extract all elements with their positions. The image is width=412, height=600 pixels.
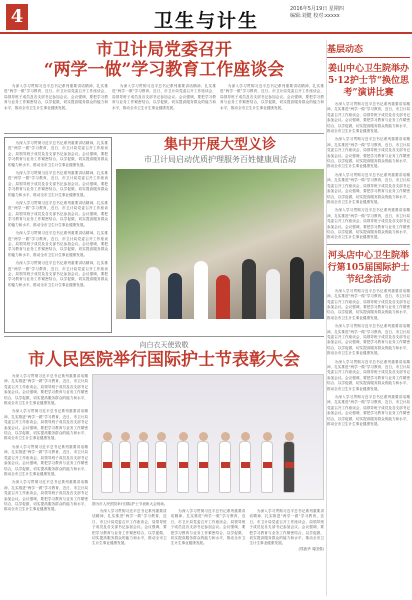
article3-body-col: 为深入学习贯彻习近平总书记系列重要讲话精神，扎实推进“两学一做”学习教育，近日，市卫计局党委召开工作座谈会，局领导班子成员及各支部书记参加会议。会议强调，要把学习教育与业务工作紧密结合，以学促做，切实提高服务群众的能力和水平，推动全市卫生计生事业健康发展。 [4,409,88,441]
article-party-meeting [4,40,324,130]
article-free-clinic [4,137,324,333]
article3-kicker: 向白衣天使致敬 [139,341,189,349]
article3-body-col: 为深入学习贯彻习近平总书记系列重要讲话精神，扎实推进“两学一做”学习教育，近日，市卫计局党委召开工作座谈会，局领导班子成员及各支部书记参加会议。会议强调，要把学习教育与业务工作紧密结合，以学促做，切实提高服务群众的能力和水平，推动全市卫生计生事业健康发展。 [4,444,88,476]
article1-body-col: 为深入学习贯彻习近平总书记系列重要讲话精神，扎实推进“两学一做”学习教育，近日，市卫计局党委召开工作座谈会，局领导班子成员及各支部书记参加会议。会议强调，要把学习教育与业务工作紧密结合，以学促做，切实提高服务群众的能力和水平，推动全市卫生计生事业健康发展。 [220,84,324,110]
article3-body-col: 为深入学习贯彻习近平总书记系列重要讲话精神，扎实推进“两学一做”学习教育，近日，市卫计局党委召开工作座谈会，局领导班子成员及各支部书记参加会议。会议强调，要把学习教育与业务工作紧密结合，以学促做，切实提高服务群众的能力和水平，推动全市卫生计生事业健康发展。 [4,374,88,406]
article3-body-col: 为深入学习贯彻习近平总书记系列重要讲话精神，扎实推进“两学一做”学习教育，近日，市卫计局党委召开工作座谈会，局领导班子成员及各支部书记参加会议。会议强调，要把学习教育与业务工作紧密结合，以学促做，切实提高服务群众的能力和水平，推动全市卫生计生事业健康发展。 [249,509,324,546]
article2-body-col: 为深入学习贯彻习近平总书记系列重要讲话精神，扎实推进“两学一做”学习教育，近日，市卫计局党委召开工作座谈会，局领导班子成员及各支部书记参加会议。会议强调，要把学习教育与业务工作紧密结合，以学促做，切实提高服务群众的能力和水平，推动全市卫生计生事业健康发展。 [8,201,108,227]
sidebar-story1-body: 为深入学习贯彻习近平总书记系列重要讲话精神，扎实推进“两学一做”学习教育，近日，市卫计局党委召开工作座谈会，局领导班子成员及各支部书记参加会议。会议强调，要把学习教育与业务工作紧密结合，以学促做，切实提高服务群众的能力和水平，推动全市卫生计生事业健康发展。 [327,102,410,134]
article1-title-line1: 市卫计局党委召开 [96,40,232,60]
sidebar-story1-body: 为深入学习贯彻习近平总书记系列重要讲话精神，扎实推进“两学一做”学习教育，近日，市卫计局党委召开工作座谈会，局领导班子成员及各支部书记参加会议。会议强调，要把学习教育与业务工作紧密结合，以学促做，切实提高服务群众的能力和水平，推动全市卫生计生事业健康发展。 [327,137,410,169]
page-number: 4 [6,4,28,30]
sidebar-story2-body: 为深入学习贯彻习近平总书记系列重要讲话精神，扎实推进“两学一做”学习教育，近日，市卫计局党委召开工作座谈会，局领导班子成员及各支部书记参加会议。会议强调，要把学习教育与业务工作紧密结合，以学促做，切实提高服务群众的能力和水平，推动全市卫生计生事业健康发展。 [327,324,410,356]
sidebar-story2-title: 河头店中心卫生院举行第105届国际护士节纪念活动 [327,250,410,285]
sidebar [326,40,410,596]
article-nurses-day [4,340,324,594]
section-title: 卫生与计生 [154,10,260,32]
article1-title-line2: “两学一做”学习教育工作座谈会 [43,60,285,80]
sidebar-story2-body: 为深入学习贯彻习近平总书记系列重要讲话精神，扎实推进“两学一做”学习教育，近日，市卫计局党委召开工作座谈会，局领导班子成员及各支部书记参加会议。会议强调，要把学习教育与业务工作紧密结合，以学促做，切实提高服务群众的能力和水平，推动全市卫生计生事业健康发展。 [327,359,410,391]
article3-body-col: 为深入学习贯彻习近平总书记系列重要讲话精神，扎实推进“两学一做”学习教育，近日，市卫计局党委召开工作座谈会，局领导班子成员及各支部书记参加会议。会议强调，要把学习教育与业务工作紧密结合，以学促做，切实提高服务群众的能力和水平，推动全市卫生计生事业健康发展。 [92,509,167,546]
article2-body-col: 为深入学习贯彻习近平总书记系列重要讲话精神，扎实推进“两学一做”学习教育，近日，市卫计局党委召开工作座谈会，局领导班子成员及各支部书记参加会议。会议强调，要把学习教育与业务工作紧密结合，以学促做，切实提高服务群众的能力和水平，推动全市卫生计生事业健康发展。 [8,141,108,167]
article3-title: 市人民医院举行国际护士节表彰大会 [28,350,300,370]
article2-body-col: 为深入学习贯彻习近平总书记系列重要讲话精神，扎实推进“两学一做”学习教育，近日，市卫计局党委召开工作座谈会，局领导班子成员及各支部书记参加会议。会议强调，要把学习教育与业务工作紧密结合，以学促做，切实提高服务群众的能力和水平，推动全市卫生计生事业健康发展。 [8,171,108,197]
article2-title: 集中开展大型义诊 [164,137,276,153]
article3-body-col: 为深入学习贯彻习近平总书记系列重要讲话精神，扎实推进“两学一做”学习教育，近日，市卫计局党委召开工作座谈会，局领导班子成员及各支部书记参加会议。会议强调，要把学习教育与业务工作紧密结合，以学促做，切实提高服务群众的能力和水平，推动全市卫生计生事业健康发展。 [4,480,88,512]
sidebar-story2-body: 为深入学习贯彻习近平总书记系列重要讲话精神，扎实推进“两学一做”学习教育，近日，市卫计局党委召开工作座谈会，局领导班子成员及各支部书记参加会议。会议强调，要把学习教育与业务工作紧密结合，以学促做，切实提高服务群众的能力和水平，推动全市卫生计生事业健康发展。 [327,395,410,427]
article3-body-col: 为深入学习贯彻习近平总书记系列重要讲话精神，扎实推进“两学一做”学习教育，近日，市卫计局党委召开工作座谈会，局领导班子成员及各支部书记参加会议。会议强调，要把学习教育与业务工作紧密结合，以学促做，切实提高服务群众的能力和水平，推动全市卫生计生事业健康发展。 [170,509,246,546]
sidebar-story1-body: 为深入学习贯彻习近平总书记系列重要讲话精神，扎实推进“两学一做”学习教育，近日，市卫计局党委召开工作座谈会，局领导班子成员及各支部书记参加会议。会议强调，要把学习教育与业务工作紧密结合，以学促做，切实提高服务群众的能力和水平，推动全市卫生计生事业健康发展。 [327,172,410,204]
photo-caption: 图为市人民医院举行国际护士节表彰大会现场。 [92,502,168,506]
masthead [0,0,412,34]
article1-body-col: 为深入学习贯彻习近平总书记系列重要讲话精神，扎实推进“两学一做”学习教育，近日，市卫计局党委召开工作座谈会，局领导班子成员及各支部书记参加会议。会议强调，要把学习教育与业务工作紧密结合，以学促做，切实提高服务群众的能力和水平，推动全市卫生计生事业健康发展。 [112,84,216,110]
article2-subtitle: 市卫计局启动优质护理服务百姓健康周活动 [144,155,296,164]
main-column [4,40,324,596]
article2-body-col: 为深入学习贯彻习近平总书记系列重要讲话精神，扎实推进“两学一做”学习教育，近日，市卫计局党委召开工作座谈会，局领导班子成员及各支部书记参加会议。会议强调，要把学习教育与业务工作紧密结合，以学促做，切实提高服务群众的能力和水平，推动全市卫生计生事业健康发展。 [8,261,108,287]
sidebar-story2-body: 为深入学习贯彻习近平总书记系列重要讲话精神，扎实推进“两学一做”学习教育，近日，市卫计局党委召开工作座谈会，局领导班子成员及各支部书记参加会议。会议强调，要把学习教育与业务工作紧密结合，以学促做，切实提高服务群众的能力和水平，推动全市卫生计生事业健康发展。 [327,288,410,320]
free-clinic-photo [116,169,324,319]
editor-text: 编辑:刘健 校对:xxxxx [290,13,340,19]
sidebar-tag: 基层动态 [327,40,410,58]
date-text: 2016年5月19日 星期四 [290,6,344,12]
sidebar-story1-body: 为深入学习贯彻习近平总书记系列重要讲话精神，扎实推进“两学一做”学习教育，近日，市卫计局党委召开工作座谈会，局领导班子成员及各支部书记参加会议。会议强调，要把学习教育与业务工作紧密结合，以学促做，切实提高服务群众的能力和水平，推动全市卫生计生事业健康发展。 [327,208,410,240]
sidebar-story1-title: 姜山中心卫生院举办5·12护士节“换位思考”演讲比赛 [327,64,410,98]
article1-body-col: 为深入学习贯彻习近平总书记系列重要讲话精神，扎实推进“两学一做”学习教育，近日，市卫计局党委召开工作座谈会，局领导班子成员及各支部书记参加会议。会议强调，要把学习教育与业务工作紧密结合，以学促做，切实提高服务群众的能力和水平，推动全市卫生计生事业健康发展。 [4,84,108,110]
article2-body-col: 为深入学习贯彻习近平总书记系列重要讲话精神，扎实推进“两学一做”学习教育，近日，市卫计局党委召开工作座谈会，局领导班子成员及各支部书记参加会议。会议强调，要把学习教育与业务工作紧密结合，以学促做，切实提高服务群众的能力和水平，推动全市卫生计生事业健康发展。 [8,231,108,257]
nurses-day-photo [92,374,324,500]
date-line [290,6,410,20]
byline: (郑意华 周国强) [298,546,324,551]
